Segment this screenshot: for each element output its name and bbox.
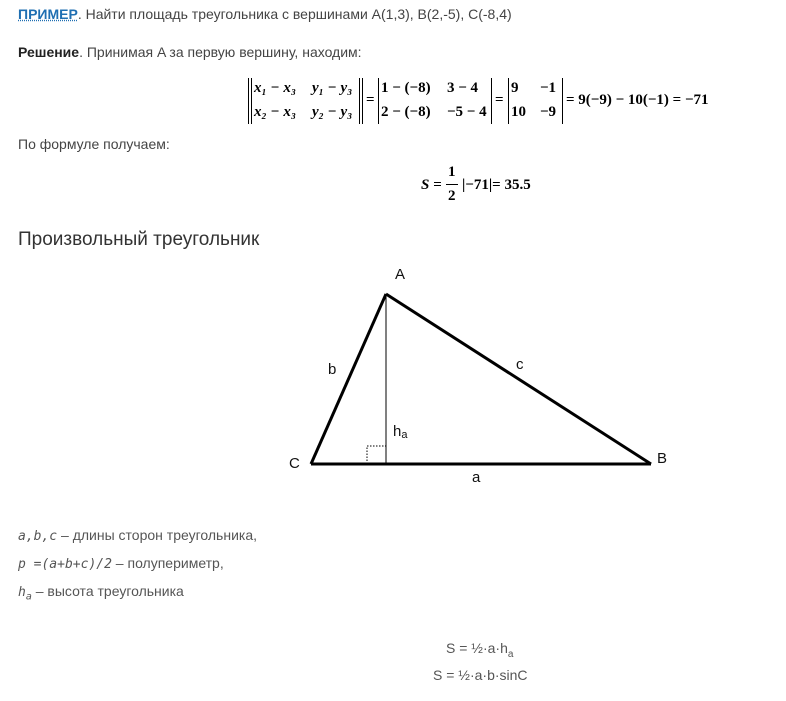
section-title: Произвольный треугольник xyxy=(18,229,260,250)
area-rhs: |−71|= 35.5 xyxy=(462,177,531,193)
note-perimeter-text: – полупериметр, xyxy=(111,555,224,571)
det2-cell-21: 2 − (−8) xyxy=(381,104,431,120)
det1-cell-22: y₂ − y₃ xyxy=(312,104,353,120)
formula-intro: По формуле получаем: xyxy=(18,136,170,152)
det-eq-2: = xyxy=(495,92,504,108)
note-sides xyxy=(18,527,257,544)
det3-cell-11: 9 xyxy=(511,80,519,96)
height-label xyxy=(393,423,408,441)
note-height-text: – высота треугольника xyxy=(31,583,184,599)
side-c-label: c xyxy=(516,356,524,373)
vertex-b-label: B xyxy=(657,450,668,467)
note-height-var xyxy=(18,585,32,603)
vertex-a-label: A xyxy=(395,266,406,283)
formula-area-sin: S = ½·a·b·sinC xyxy=(433,667,528,683)
note-height xyxy=(18,583,184,603)
example-text: Найти площадь треугольника с вершинами A(1,3), B(2,-5), C(-8,4) xyxy=(85,6,512,22)
det1-cell-21: x₂ − x₃ xyxy=(254,104,297,120)
area-fraction-num: 1 xyxy=(448,164,456,180)
det3-cell-12: −1 xyxy=(540,80,557,96)
det3-cell-22: −9 xyxy=(540,104,557,120)
det2-cell-12: 3 − 4 xyxy=(447,80,479,96)
side-a-label: a xyxy=(472,469,481,486)
formula-area-height xyxy=(446,640,513,660)
formula-area-height-text: S = ½·a·h xyxy=(446,640,508,656)
note-height-sub: a xyxy=(25,591,32,603)
example-sep: . xyxy=(77,6,82,22)
side-c-line xyxy=(386,294,651,464)
side-b-line xyxy=(311,294,386,464)
det3-cell-21: 10 xyxy=(511,104,526,120)
det1-cell-11: x₁ − x₃ xyxy=(254,80,297,96)
note-height-base: h xyxy=(18,585,26,600)
det2-cell-11: 1 − (−8) xyxy=(381,80,431,96)
formula-area-height-sub: a xyxy=(507,648,514,660)
det-result: = 9(−9) − 10(−1) = −71 xyxy=(566,92,709,108)
solution-text: . Принимая A за первую вершину, находим: xyxy=(79,44,362,60)
right-angle-marker xyxy=(367,446,386,464)
height-label-base: h xyxy=(393,423,402,440)
det1-cell-12: y₁ − y₃ xyxy=(312,80,353,96)
note-perimeter-vars: p =(a+b+c)/2 xyxy=(18,557,112,572)
area-lhs: S = xyxy=(421,177,442,193)
note-sides-vars: a,b,c xyxy=(18,529,58,544)
note-sides-text: – длины сторон треугольника, xyxy=(57,527,258,543)
det-eq-1: = xyxy=(366,92,375,108)
height-label-sub: a xyxy=(401,429,408,441)
example-label[interactable]: ПРИМЕР xyxy=(18,6,78,22)
area-fraction-den: 2 xyxy=(448,188,456,204)
vertex-c-label: C xyxy=(289,455,300,472)
side-b-label: b xyxy=(328,361,337,378)
det2-cell-22: −5 − 4 xyxy=(447,104,487,120)
solution-label: Решение xyxy=(18,44,80,60)
note-perimeter xyxy=(18,555,224,572)
